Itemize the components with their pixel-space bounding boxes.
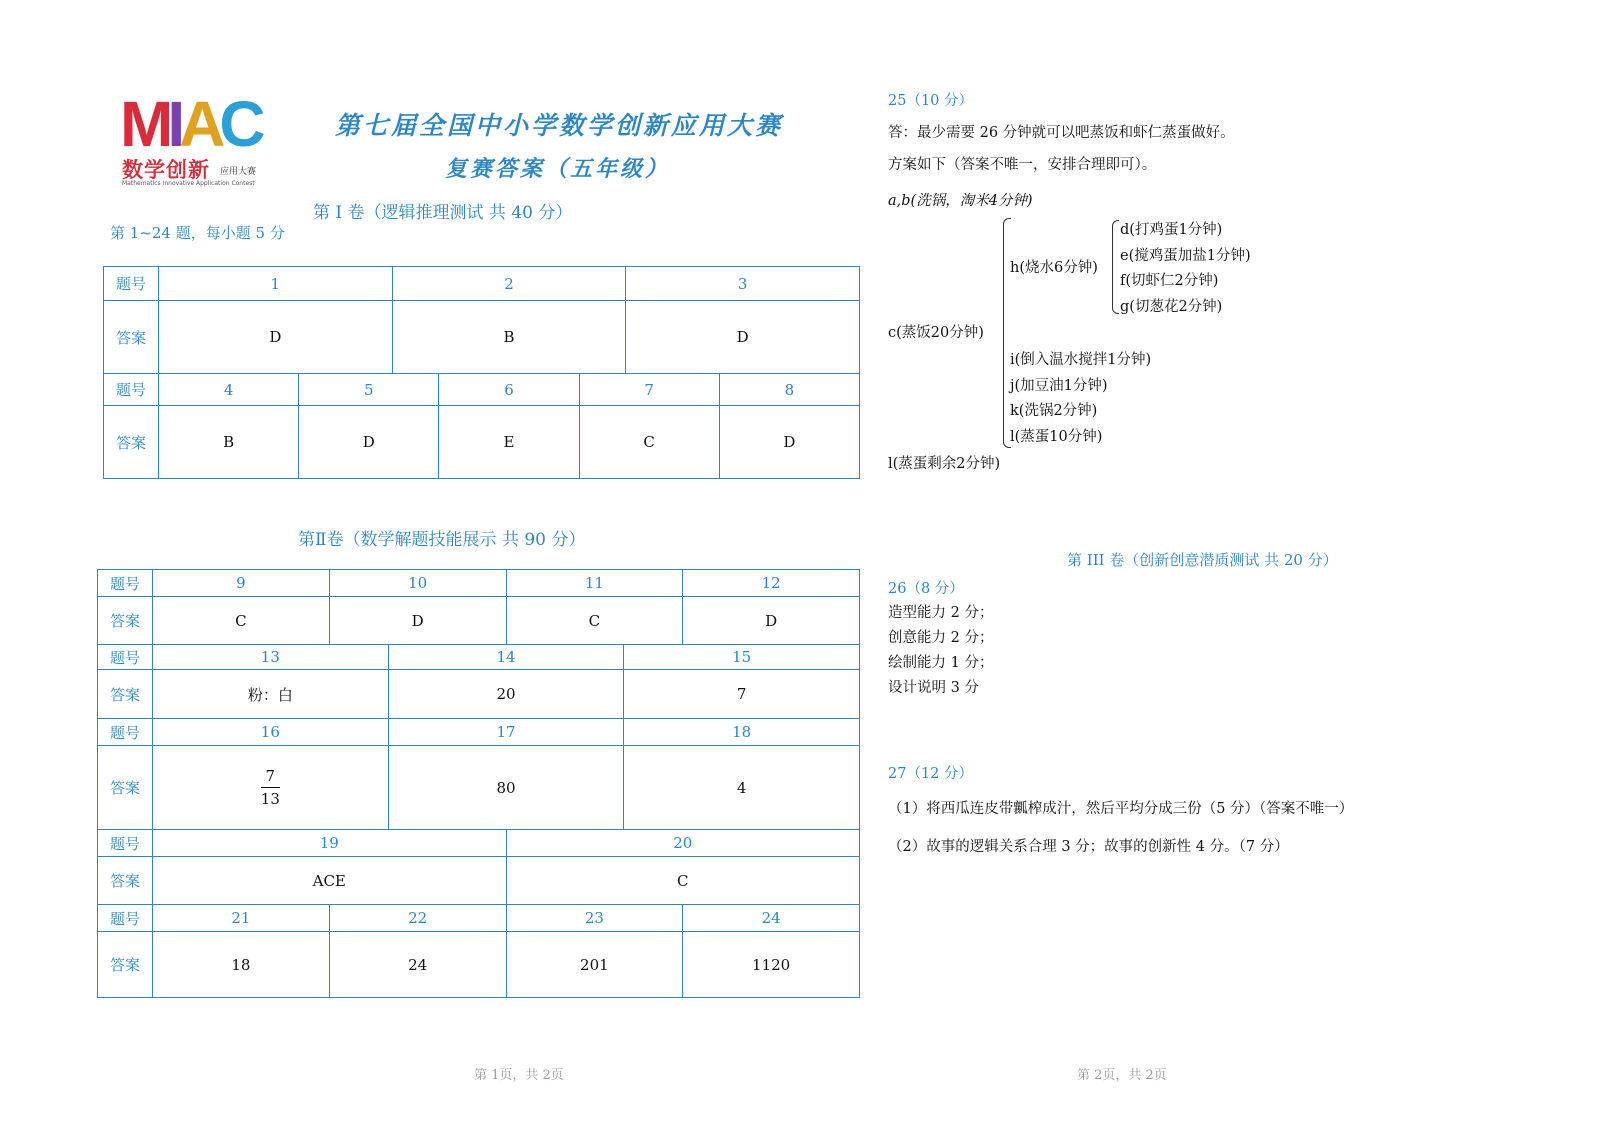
question-number: 5 bbox=[299, 374, 439, 406]
answer-cell: E bbox=[439, 406, 579, 479]
answer-cell: 7 bbox=[624, 670, 860, 719]
part2-title: 第Ⅱ卷（数学解题技能展示 共 90 分） bbox=[298, 530, 586, 550]
answer-cell: D bbox=[719, 406, 859, 479]
question-number: 20 bbox=[506, 830, 860, 857]
question-number: 11 bbox=[506, 570, 683, 597]
q25-step-l: l(蒸蛋10分钟) bbox=[1010, 429, 1103, 445]
q25-step-k: k(洗锅2分钟) bbox=[1010, 403, 1098, 419]
q25-step-last: l(蒸蛋剩余2分钟) bbox=[888, 456, 1001, 472]
answer-label: 答案 bbox=[104, 406, 159, 479]
question-number: 8 bbox=[719, 374, 859, 406]
q25-step-g: g(切葱花2分钟) bbox=[1120, 299, 1223, 315]
answer-cell: C bbox=[506, 857, 860, 905]
answer-label: 答案 bbox=[98, 597, 153, 645]
answer-label: 答案 bbox=[98, 670, 153, 719]
row-label: 题号 bbox=[98, 719, 153, 746]
answer-cell: 80 bbox=[388, 746, 624, 830]
question-number: 6 bbox=[439, 374, 579, 406]
q26-item: 创意能力 2 分； bbox=[888, 630, 994, 646]
row-label: 题号 bbox=[98, 830, 153, 857]
part1-title: 第 I 卷（逻辑推理测试 共 40 分） bbox=[313, 203, 573, 223]
logo-chinese: 数学创新 bbox=[122, 158, 210, 182]
question-number: 12 bbox=[683, 570, 860, 597]
part1-note: 第 1~24 题，每小题 5 分 bbox=[110, 224, 285, 242]
answer-cell: 24 bbox=[329, 932, 506, 998]
answer-cell: D bbox=[299, 406, 439, 479]
answer-cell: D bbox=[683, 597, 860, 645]
part2-table-r1 bbox=[97, 569, 860, 645]
q27-heading: 27（12 分） bbox=[888, 766, 974, 782]
part2-table-r4 bbox=[97, 829, 860, 905]
contest-logo bbox=[120, 88, 260, 192]
answer-cell: D bbox=[626, 301, 860, 374]
fraction-numerator: 7 bbox=[261, 765, 280, 788]
page-title: 第七届全国中小学数学创新应用大赛 bbox=[335, 111, 784, 140]
answer-label: 答案 bbox=[104, 301, 159, 374]
question-number: 4 bbox=[159, 374, 299, 406]
question-number: 19 bbox=[153, 830, 507, 857]
logo-sub: 应用大赛 bbox=[220, 167, 257, 177]
question-number: 7 bbox=[579, 374, 719, 406]
q25-step-i: i(倒入温水搅拌1分钟) bbox=[1010, 352, 1152, 368]
part3-title: 第 III 卷（创新创意潜质测试 共 20 分） bbox=[1067, 551, 1338, 569]
q25-step-f: f(切虾仁2分钟) bbox=[1120, 273, 1219, 289]
answer-cell: 粉：白 bbox=[153, 670, 389, 719]
answer-cell: 18 bbox=[153, 932, 330, 998]
answer-cell: ACE bbox=[153, 857, 507, 905]
row-label: 题号 bbox=[104, 374, 159, 406]
page-number-left: 第 1页，共 2页 bbox=[474, 1068, 564, 1083]
logo-english: Mathematics Innovative Application Contest bbox=[122, 180, 255, 187]
q26-item: 造型能力 2 分； bbox=[888, 605, 994, 621]
question-number: 10 bbox=[329, 570, 506, 597]
part1-table-b bbox=[103, 373, 860, 479]
q25-step-ab: a,b(洗锅，淘米4分钟) bbox=[888, 193, 1033, 209]
q26-item: 绘制能力 1 分； bbox=[888, 655, 994, 671]
q25-step-c: c(蒸饭20分钟) bbox=[888, 325, 984, 341]
logo-mark: MIAC bbox=[120, 88, 260, 160]
brace-h bbox=[1112, 220, 1119, 314]
row-label: 题号 bbox=[98, 645, 153, 670]
answer-label: 答案 bbox=[98, 932, 153, 998]
answer-cell bbox=[153, 746, 389, 830]
q25-step-d: d(打鸡蛋1分钟) bbox=[1120, 222, 1223, 238]
answer-cell: 4 bbox=[624, 746, 860, 830]
answer-cell: B bbox=[392, 301, 626, 374]
answer-cell: 20 bbox=[388, 670, 624, 719]
q25-step-e: e(搅鸡蛋加盐1分钟) bbox=[1120, 248, 1251, 264]
answer-cell: B bbox=[159, 406, 299, 479]
question-number: 23 bbox=[506, 905, 683, 932]
answer-cell: D bbox=[329, 597, 506, 645]
answer-cell: 201 bbox=[506, 932, 683, 998]
q25-plan: 方案如下（答案不唯一，安排合理即可）。 bbox=[888, 157, 1157, 173]
row-label: 题号 bbox=[98, 570, 153, 597]
q27-item: （2）故事的逻辑关系合理 3 分；故事的创新性 4 分。（7 分） bbox=[888, 839, 1289, 855]
question-number: 14 bbox=[388, 645, 624, 670]
part2-table-r2 bbox=[97, 644, 860, 719]
question-number: 2 bbox=[392, 267, 626, 301]
page-subtitle: 复赛答案（五年级） bbox=[445, 156, 671, 182]
question-number: 22 bbox=[329, 905, 506, 932]
part2-table-r3 bbox=[97, 718, 860, 830]
question-number: 18 bbox=[624, 719, 860, 746]
question-number: 17 bbox=[388, 719, 624, 746]
question-number: 1 bbox=[159, 267, 393, 301]
question-number: 21 bbox=[153, 905, 330, 932]
question-number: 9 bbox=[153, 570, 330, 597]
fraction-denominator: 13 bbox=[260, 790, 280, 808]
q25-answer: 答：最少需要 26 分钟就可以吧蒸饭和虾仁蒸蛋做好。 bbox=[888, 125, 1235, 141]
q25-step-h: h(烧水6分钟) bbox=[1010, 260, 1098, 276]
part1-table-a bbox=[103, 266, 860, 374]
answer-cell: 1120 bbox=[683, 932, 860, 998]
answer-cell: C bbox=[153, 597, 330, 645]
part2-table-r5 bbox=[97, 904, 860, 998]
question-number: 13 bbox=[153, 645, 389, 670]
answer-cell: C bbox=[506, 597, 683, 645]
answer-cell: D bbox=[159, 301, 393, 374]
q25-step-j: j(加豆油1分钟) bbox=[1010, 378, 1108, 394]
q25-heading: 25（10 分） bbox=[888, 93, 974, 109]
answer-cell: C bbox=[579, 406, 719, 479]
question-number: 16 bbox=[153, 719, 389, 746]
answer-label: 答案 bbox=[98, 857, 153, 905]
answer-label: 答案 bbox=[98, 746, 153, 830]
page-number-right: 第 2页，共 2页 bbox=[1077, 1068, 1167, 1083]
row-label: 题号 bbox=[104, 267, 159, 301]
question-number: 24 bbox=[683, 905, 860, 932]
question-number: 15 bbox=[624, 645, 860, 670]
q27-item: （1）将西瓜连皮带瓤榨成汁，然后平均分成三份（5 分）（答案不唯一） bbox=[888, 801, 1354, 817]
question-number: 3 bbox=[626, 267, 860, 301]
q26-item: 设计说明 3 分 bbox=[888, 680, 979, 696]
fraction bbox=[261, 765, 280, 810]
row-label: 题号 bbox=[98, 905, 153, 932]
q26-heading: 26（8 分） bbox=[888, 581, 964, 597]
